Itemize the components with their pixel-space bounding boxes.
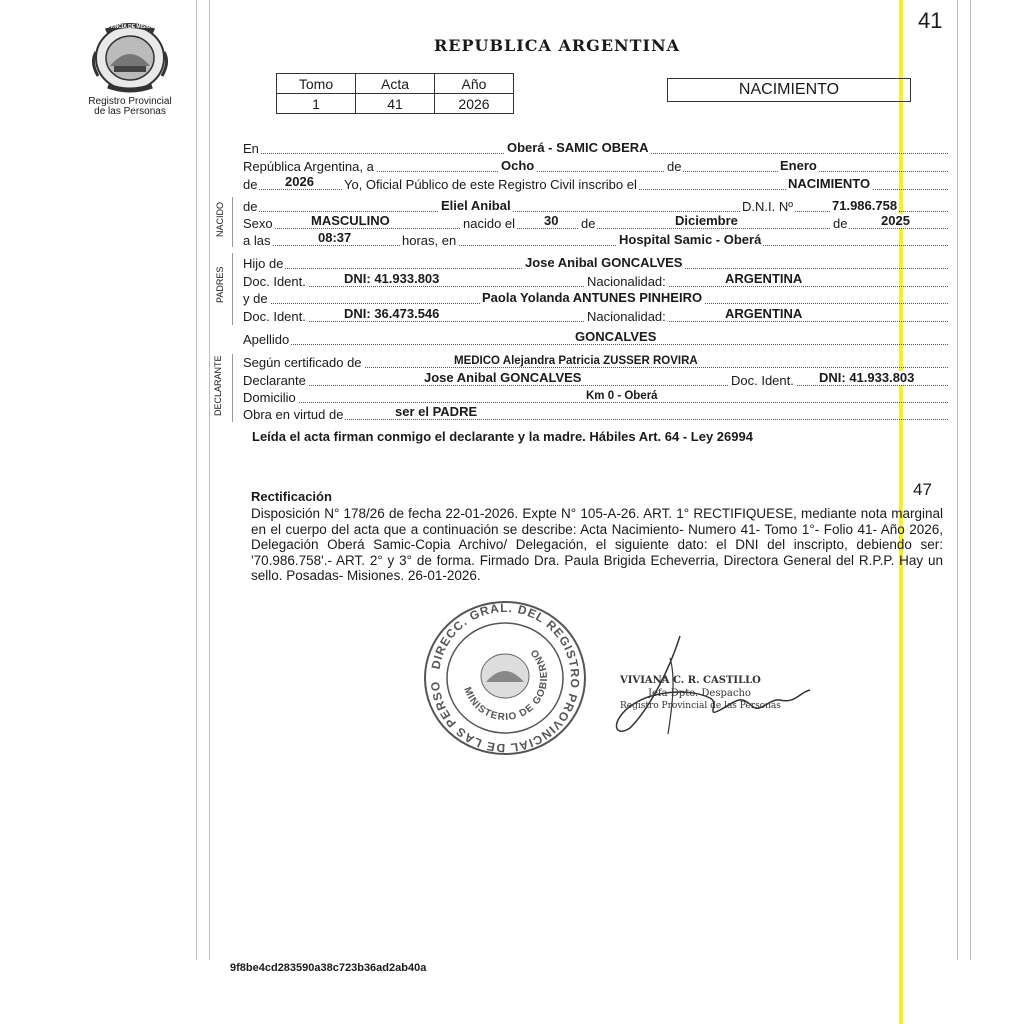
declarante-section-line [232,354,233,422]
signer-name: VIVIANA C. R. CASTILLO [620,675,761,686]
record-table [276,73,514,114]
label-de-name: de [243,199,258,214]
value-birth-time: 08:37 [318,231,352,245]
stamp-inner-text: MINISTERIO DE GOBIERNO [461,646,551,724]
row-father [243,254,948,271]
label-nationality-father: Nacionalidad: [587,274,666,289]
label-y-de: y de [243,291,268,306]
label-certificado: Según certificado de [243,355,362,370]
row-place [243,139,948,156]
document-title: REPUBLICA ARGENTINA [434,36,681,55]
label-obra: Obra en virtud de [243,407,344,422]
record-value-anio: 2026 [435,94,514,114]
record-header-tomo: Tomo [277,74,356,94]
value-month: Enero [780,158,817,173]
value-child-dni: 71.986.758 [832,198,898,213]
nacido-section-line [232,197,233,247]
record-header-acta: Acta [356,74,435,94]
official-stamp-icon [420,598,590,758]
label-sexo: Sexo [243,216,273,231]
record-header-anio: Año [435,74,514,94]
value-birth-month: Diciembre [675,214,738,228]
left-inner-border-line [209,0,210,960]
text-officer: Yo, Oficial Público de este Registro Civil inscribo el [344,177,637,192]
logo-caption-line2: de las Personas [94,106,166,117]
label-dni: D.N.I. Nº [742,199,793,214]
label-domicilio: Domicilio [243,390,296,405]
section-label-padres: PADRES [215,266,225,303]
label-apellido: Apellido [243,332,290,347]
value-birth-day: 30 [544,214,559,228]
section-label-nacido: NACIDO [215,201,225,237]
row-declarant [243,371,948,388]
rectification-number: 47 [913,480,932,499]
row-year [243,175,948,192]
value-inscription-type: NACIMIENTO [788,176,871,191]
label-declarante: Declarante [243,373,306,388]
province-seal-icon [88,22,172,94]
value-year: 2026 [285,175,314,189]
value-mother-nationality: ARGENTINA [725,307,803,321]
row-mother-doc [243,307,948,324]
label-de-birth-month: de [581,216,596,231]
left-border-line [196,0,197,960]
record-value-tomo: 1 [277,94,356,114]
label-de-month: de [667,159,682,174]
label-doc-father: Doc. Ident. [243,274,306,289]
row-mother [243,289,948,306]
row-address [243,388,948,405]
value-day-words: Ocho [501,158,535,173]
rectification-body: Disposición N° 178/26 de fecha 22-01-2026. Expte N° 105-A-26. ART. 1° RECTIFIQUESE, mediante nota marginal en el cuerpo del acta que a continuación se describe: Acta Nacimiento- Numero 41- Tomo 1°- Folio 41- Año 2026, Delegación Oberá Samic-Copia Archivo/ Delegación, el siguiente dato: el DNI del inscripto, debiendo ser: '70.986.758'.- ART. 2° y 3° de forma. Firmado Dra. Paula Brigida Echeverria, Directora General del R.P.P. Hay un sello. Posadas- Misiones. 26-01-2026. [251,506,943,583]
province-logo [88,22,172,94]
section-label-declarante: DECLARANTE [213,355,223,416]
logo-seal-text: PROVINCIA DE MISIONES [99,24,161,30]
row-father-doc [243,272,948,289]
value-mother-doc: DNI: 36.473.546 [344,307,440,321]
value-child-name: Eliel Anibal [441,198,511,213]
value-sex: MASCULINO [311,214,390,228]
row-time-place [243,231,948,248]
value-father-doc: DNI: 41.933.803 [344,272,440,286]
value-capacity: ser el PADRE [395,405,478,419]
record-type-box: NACIMIENTO [667,78,911,102]
page-number: 41 [918,8,943,33]
label-doc-mother: Doc. Ident. [243,309,306,324]
row-child-name [243,197,948,214]
signer-office: Registro Provincial de las Personas [620,701,781,711]
signer-role: Jefa Dpto. Despacho [648,688,751,699]
label-de-birth-year: de [833,216,848,231]
label-hijo-de: Hijo de [243,256,284,271]
record-value-acta: 41 [356,94,435,114]
value-place: Oberá - SAMIC OBERA [507,140,649,155]
value-certificate: MEDICO Alejandra Patricia ZUSSER ROVIRA [454,355,698,367]
value-declarant: Jose Anibal GONCALVES [424,371,582,385]
row-date [243,157,948,174]
closing-text: Leída el acta firman conmigo el declarante y la madre. Hábiles Art. 64 - Ley 26994 [252,429,753,444]
right-border-line [957,0,958,960]
label-doc-declarant: Doc. Ident. [731,373,794,388]
label-nacido: nacido el [463,216,516,231]
official-stamp [420,598,590,758]
label-en: En [243,141,259,156]
padres-section-line [232,253,233,325]
label-nationality-mother: Nacionalidad: [587,309,666,324]
label-a-las: a las [243,233,271,248]
row-sex-birth [243,214,948,231]
label-republica: República Argentina, a [243,159,374,174]
row-surname [243,330,948,347]
value-address: Km 0 - Oberá [586,390,658,402]
document-hash: 9f8be4cd283590a38c723b36ad2ab40a [230,962,427,974]
right-outer-border-line [970,0,971,960]
logo-caption [72,97,188,117]
rectification-title: Rectificación [251,489,332,504]
logo-caption-line1: Registro Provincial [88,96,172,107]
value-father-name: Jose Anibal GONCALVES [525,255,683,270]
value-declarant-doc: DNI: 41.933.803 [819,371,915,385]
row-certificate [243,353,948,370]
value-birth-place: Hospital Samic - Oberá [619,232,762,247]
label-de-year: de [243,177,258,192]
value-birth-year: 2025 [881,214,910,228]
value-father-nationality: ARGENTINA [725,272,803,286]
stamp-outer-text: DIRECC. GRAL. DEL REGISTRO PROVINCIAL DE LAS PERSO [427,600,583,756]
row-capacity [243,405,948,422]
value-mother-name: Paola Yolanda ANTUNES PINHEIRO [482,290,703,305]
label-horas-en: horas, en [402,233,457,248]
value-surname: GONCALVES [575,330,657,344]
